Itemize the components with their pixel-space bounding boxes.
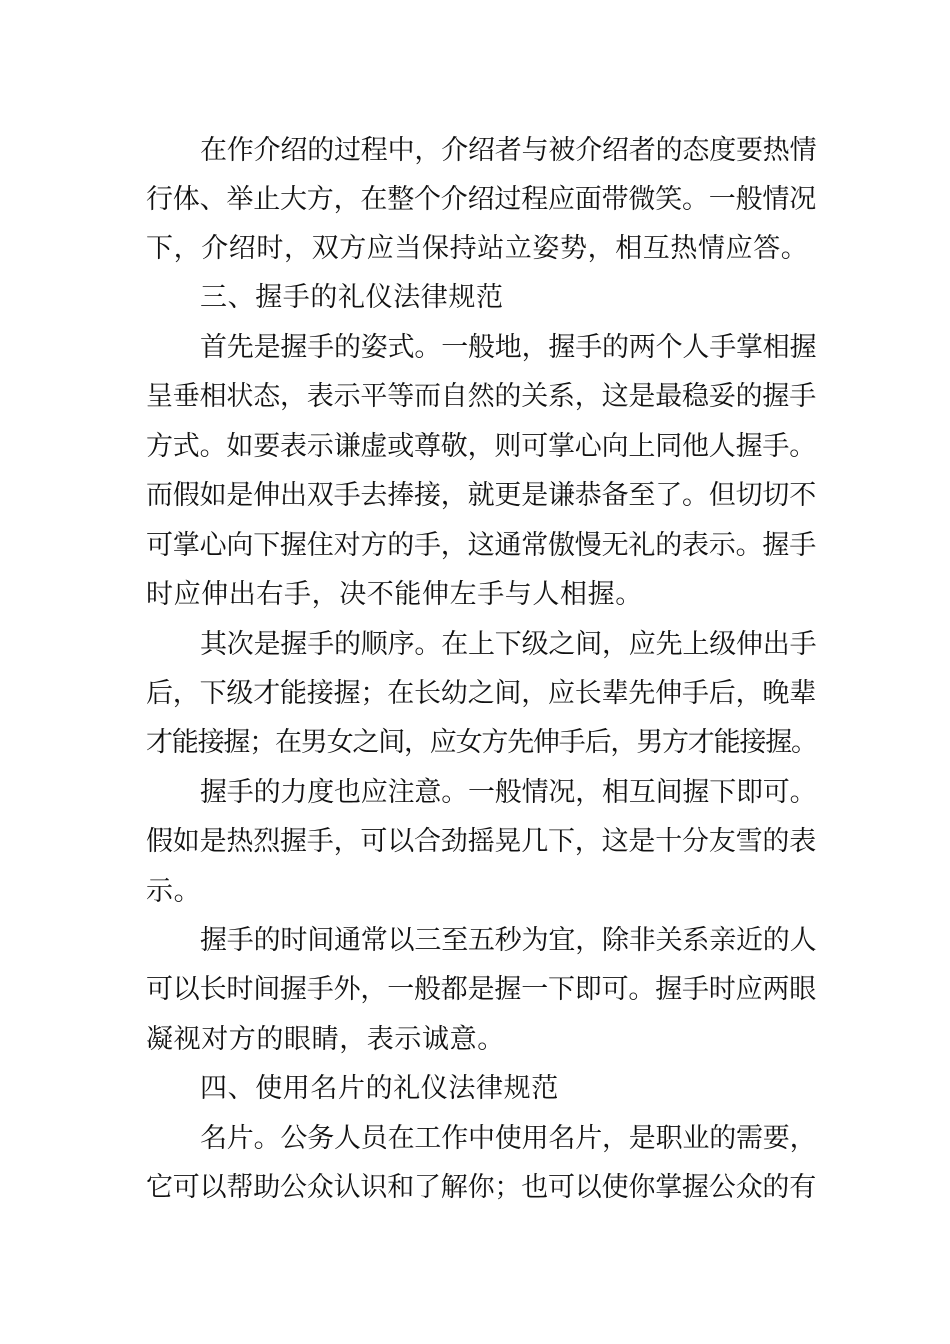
paragraph-line: 后，下级才能接握；在长幼之间，应长辈先伸手后，晚辈 (146, 678, 816, 709)
paragraph-line: 可以长时间握手外，一般都是握一下即可。握手时应两眼 (146, 974, 816, 1005)
paragraph-line: 首先是握手的姿式。一般地，握手的两个人手掌相握 (200, 332, 817, 363)
paragraph-line: 时应伸出右手，决不能伸左手与人相握。 (146, 579, 643, 610)
paragraph-line: 凝视对方的眼睛，表示诚意。 (146, 1024, 505, 1055)
paragraph-line: 假如是热烈握手，可以合劲摇晃几下，这是十分友雪的表 (146, 826, 816, 857)
paragraph-line: 方式。如要表示谦虚或尊敬，则可掌心向上同他人握手。 (146, 431, 816, 462)
paragraph-line: 握手的力度也应注意。一般情况，相互间握下即可。 (200, 777, 817, 808)
paragraph-line: 下，介绍时，双方应当保持站立姿势，相互热情应答。 (146, 233, 809, 264)
paragraph-line: 在作介绍的过程中，介绍者与被介绍者的态度要热情 (200, 135, 817, 166)
section-heading: 三、握手的礼仪法律规范 (200, 282, 504, 313)
paragraph-line: 才能接握；在男女之间，应女方先伸手后，男方才能接握。 (146, 727, 817, 758)
paragraph-line: 其次是握手的顺序。在上下级之间，应先上级伸出手 (200, 629, 817, 660)
paragraph-line: 行体、举止大方，在整个介绍过程应面带微笑。一般情况 (146, 184, 816, 215)
paragraph-line: 而假如是伸出双手去捧接，就更是谦恭备至了。但切切不 (146, 480, 816, 511)
section-heading: 四、使用名片的礼仪法律规范 (200, 1073, 559, 1104)
paragraph-line: 可掌心向下握住对方的手，这通常傲慢无礼的表示。握手 (146, 530, 816, 561)
paragraph-line: 它可以帮助公众认识和了解你；也可以使你掌握公众的有 (146, 1172, 816, 1203)
paragraph-line: 名片。公务人员在工作中使用名片，是职业的需要， (200, 1123, 817, 1154)
paragraph-line: 握手的时间通常以三至五秒为宜，除非关系亲近的人 (200, 925, 817, 956)
paragraph-line: 呈垂相状态，表示平等而自然的关系，这是最稳妥的握手 (146, 381, 816, 412)
paragraph-line: 示。 (146, 876, 202, 907)
